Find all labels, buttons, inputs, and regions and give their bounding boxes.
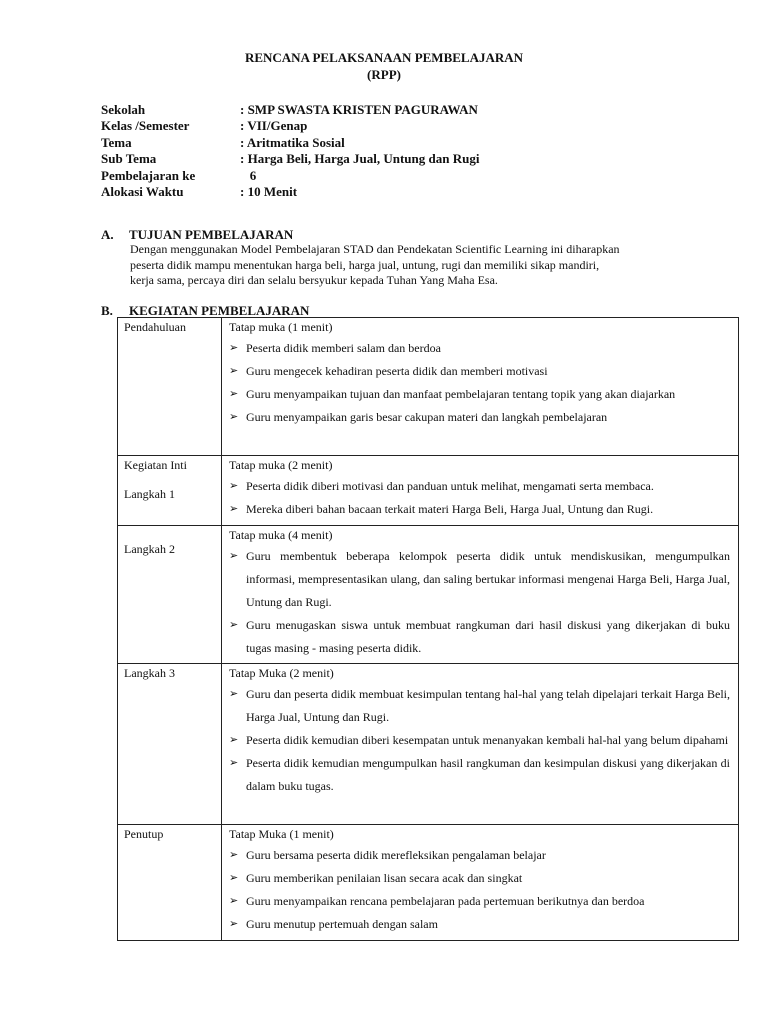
time-heading: Tatap Muka (2 menit) <box>229 666 334 680</box>
list-item <box>229 498 730 521</box>
time-heading: Tatap muka (4 menit) <box>229 528 333 542</box>
list-item <box>229 337 730 360</box>
arrow-bullet-icon: ➢ <box>229 734 239 746</box>
activity-table <box>117 317 739 941</box>
step-label: Langkah 3 <box>124 666 175 680</box>
activity-cell <box>222 664 739 825</box>
list-item <box>229 844 730 867</box>
section-number: A. <box>101 227 114 242</box>
list-item-text: Mereka diberi bahan bacaan terkait materi Harga Beli, Harga Jual, Untung dan Rugi. <box>246 502 654 516</box>
list-item <box>229 614 730 660</box>
table-row-langkah-1 <box>118 456 739 526</box>
list-item-text: Guru menyampaikan rencana pembelajaran pada pertemuan berikutnya dan berdoa <box>246 894 645 908</box>
step-label: Langkah 1 <box>124 487 175 501</box>
list-item-text: Guru membentuk beberapa kelompok peserta didik untuk mendiskusikan, mengumpulkan informasi, mempresentasikan ulang, dan saling bertukar informasi mengenai Harga Beli, Harga Jual, Untung dan Rugi. <box>246 549 730 609</box>
list-item <box>229 475 730 498</box>
activity-cell <box>222 456 739 526</box>
phase-label: Pendahuluan <box>124 320 186 334</box>
section-a-paragraph <box>130 242 720 289</box>
list-item <box>229 383 730 406</box>
list-item <box>229 890 730 913</box>
meta-key: Sekolah <box>101 102 146 117</box>
table-row-penutup <box>118 825 739 941</box>
list-item-text: Guru menyampaikan garis besar cakupan materi dan langkah pembelajaran <box>246 410 608 424</box>
meta-row <box>101 135 479 151</box>
list-item-text: Guru memberikan penilaian lisan secara acak dan singkat <box>246 871 523 885</box>
list-item-text: Peserta didik memberi salam dan berdoa <box>246 341 441 355</box>
table-row-langkah-3 <box>118 664 739 825</box>
section-a-heading <box>101 227 293 243</box>
meta-row <box>101 151 479 167</box>
list-item-text: Guru dan peserta didik membuat kesimpulan tentang hal-hal yang telah dipelajari terkait Harga Beli, Harga Jual, Untung dan Rugi. <box>246 687 730 724</box>
activity-cell <box>222 318 739 456</box>
arrow-bullet-icon: ➢ <box>229 503 239 515</box>
arrow-bullet-icon: ➢ <box>229 619 239 631</box>
list-item <box>229 406 730 429</box>
section-number: B. <box>101 303 113 318</box>
arrow-bullet-icon: ➢ <box>229 918 239 930</box>
paragraph-line: kerja sama, percaya diri dan selalu bersyukur kepada Tuhan Yang Maha Esa. <box>130 273 498 287</box>
phase-cell <box>118 664 222 825</box>
phase-cell <box>118 526 222 664</box>
meta-value: : VII/Genap <box>240 118 308 134</box>
meta-key: Sub Tema <box>101 151 157 167</box>
list-item-text: Guru menyampaikan tujuan dan manfaat pembelajaran tentang topik yang akan diajarkan <box>246 387 676 401</box>
section-title: KEGIATAN PEMBELAJARAN <box>129 303 310 318</box>
meta-key: Pembelajaran ke <box>101 167 196 183</box>
phase-label: Kegiatan Inti <box>124 458 187 472</box>
activity-cell <box>222 825 739 941</box>
doc-subtitle: (RPP) <box>367 67 401 82</box>
list-item-text: Peserta didik kemudian mengumpulkan hasil rangkuman dan kesimpulan diskusi yang dikerjakan di dalam buku tugas. <box>246 756 730 793</box>
arrow-bullet-icon: ➢ <box>229 849 239 861</box>
list-item <box>229 752 730 798</box>
meta-key: Tema <box>101 134 132 150</box>
meta-value: : 10 Menit <box>240 184 298 200</box>
list-item-text: Guru bersama peserta didik merefleksikan pengalaman belajar <box>246 848 546 862</box>
meta-value: : SMP SWASTA KRISTEN PAGURAWAN <box>240 102 478 117</box>
meta-row <box>101 102 479 118</box>
meta-row <box>101 184 479 200</box>
arrow-bullet-icon: ➢ <box>229 342 239 354</box>
list-item-text: Guru menutup pertemuah dengan salam <box>246 917 438 931</box>
arrow-bullet-icon: ➢ <box>229 757 239 769</box>
list-item <box>229 729 730 752</box>
meta-value: : Harga Beli, Harga Jual, Untung dan Rugi <box>240 151 480 167</box>
list-item <box>229 545 730 614</box>
meta-row <box>101 118 479 134</box>
table-row-pendahuluan <box>118 318 739 456</box>
list-item-text: Guru menugaskan siswa untuk membuat rangkuman dari hasil diskusi yang dikerjakan di buku tugas masing - masing peserta didik. <box>246 618 730 655</box>
list-item <box>229 867 730 890</box>
phase-cell <box>118 318 222 456</box>
arrow-bullet-icon: ➢ <box>229 388 239 400</box>
meta-key: Alokasi Waktu <box>101 184 184 200</box>
arrow-bullet-icon: ➢ <box>229 550 239 562</box>
phase-cell <box>118 456 222 526</box>
table-row-langkah-2 <box>118 526 739 664</box>
list-item <box>229 360 730 383</box>
meta-key: Kelas /Semester <box>101 118 190 134</box>
meta-value: : Aritmatika Sosial <box>240 134 345 150</box>
phase-cell <box>118 825 222 941</box>
time-heading: Tatap muka (1 menit) <box>229 320 333 334</box>
identity-block <box>101 102 479 200</box>
list-item-text: Peserta didik diberi motivasi dan panduan untuk melihat, mengamati serta membaca. <box>246 479 654 493</box>
step-label: Langkah 2 <box>124 542 175 556</box>
arrow-bullet-icon: ➢ <box>229 411 239 423</box>
doc-title: RENCANA PELAKSANAAN PEMBELAJARAN <box>244 50 524 65</box>
arrow-bullet-icon: ➢ <box>229 688 239 700</box>
phase-label: Penutup <box>124 827 164 841</box>
paragraph-line: Dengan menggunakan Model Pembelajaran STAD dan Pendekatan Scientific Learning ini diharapkan <box>130 242 620 256</box>
paragraph-line: peserta didik mampu menentukan harga beli, harga jual, untung, rugi dan memiliki sikap mandiri, <box>130 257 600 272</box>
list-item-text: Guru mengecek kehadiran peserta didik dan memberi motivasi <box>246 364 548 378</box>
time-heading: Tatap Muka (1 menit) <box>229 827 334 841</box>
meta-row <box>101 168 479 184</box>
list-item-text: Peserta didik kemudian diberi kesempatan untuk menanyakan kembali hal-hal yang belum dipahami <box>246 733 729 747</box>
time-heading: Tatap muka (2 menit) <box>229 458 333 472</box>
arrow-bullet-icon: ➢ <box>229 480 239 492</box>
arrow-bullet-icon: ➢ <box>229 872 239 884</box>
arrow-bullet-icon: ➢ <box>229 895 239 907</box>
meta-value: 6 <box>240 167 257 183</box>
list-item <box>229 913 730 936</box>
list-item <box>229 683 730 729</box>
activity-cell <box>222 526 739 664</box>
section-title: TUJUAN PEMBELAJARAN <box>129 227 294 242</box>
arrow-bullet-icon: ➢ <box>229 365 239 377</box>
